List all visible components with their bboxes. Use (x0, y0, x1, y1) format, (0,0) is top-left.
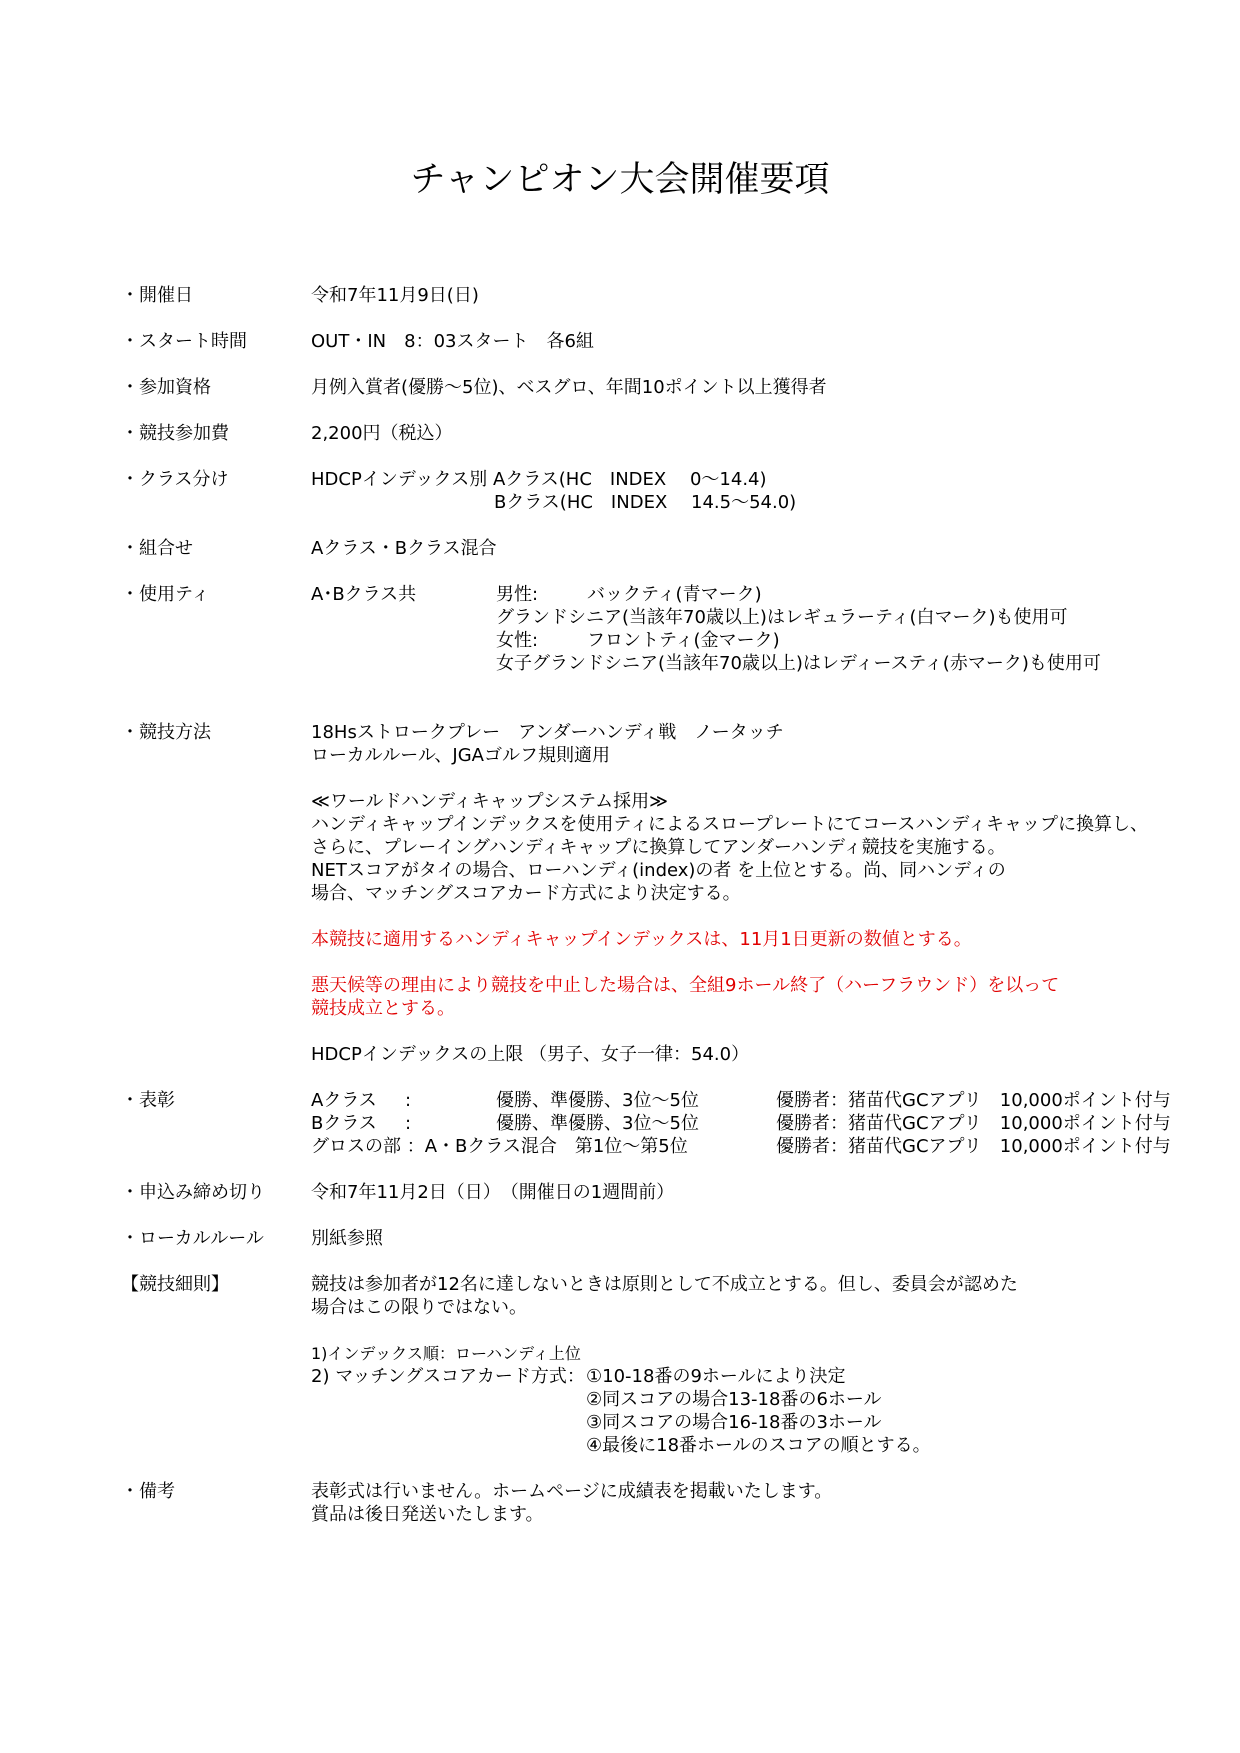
value-fee: 2,200円（税込） (311, 423, 453, 444)
label-tee: ・使用ティ (121, 584, 210, 605)
award-class: Aクラス (311, 1090, 377, 1111)
remarks-line-1: 表彰式は行いません。ホームページに成績表を掲載いたします。 (311, 1481, 833, 1502)
label-fee: ・競技参加費 (121, 423, 229, 444)
tee-men-value: バックティ(青マーク) (587, 584, 762, 605)
tee-class-note: A･Bクラス共 (311, 584, 417, 605)
award-prizes: 優勝、準優勝、3位～5位 (496, 1113, 699, 1134)
label-remarks: ・備考 (121, 1481, 175, 1502)
award-reward: 優勝者：猪苗代GCアプリ 10,000ポイント付与 (776, 1113, 1171, 1134)
method-line-2: ローカルルール、JGAゴルフ規則適用 (311, 745, 610, 766)
details-line-1: 競技は参加者が12名に達しないときは原則として不成立とする。但し、委員会が認めた (311, 1274, 1018, 1295)
value-date: 令和7年11月9日(日) (311, 285, 479, 306)
whs-text-4: 場合、マッチングスコアカード方式により決定する。 (311, 883, 741, 904)
document-title: チャンピオン大会開催要項 (410, 160, 830, 200)
red-notice-weather-2: 競技成立とする。 (311, 998, 455, 1019)
tiebreak-step-2: ②同スコアの場合13-18番の6ホール (586, 1389, 882, 1410)
value-classes-b: Bクラス(HC INDEX 14.5～54.0) (494, 492, 797, 513)
label-deadline: ・申込み締め切り (121, 1182, 265, 1203)
value-deadline: 令和7年11月2日（日） （開催日の1週間前） (311, 1182, 675, 1203)
award-class: Bクラス (311, 1113, 377, 1134)
whs-text-1: ハンディキャップインデックスを使用ティによるスロープレートにてコースハンディキャップに換算し、 (311, 814, 1148, 835)
whs-text-3: NETスコアがタイの場合、ローハンディ(index)の者 を上位とする。尚、同ハンディの (311, 860, 1006, 881)
tee-women-value: フロントティ(金マーク) (587, 630, 780, 651)
tiebreak-step-1: ①10-18番の9ホールにより決定 (586, 1366, 846, 1387)
label-date: ・開催日 (121, 285, 193, 306)
value-pairing: Aクラス・Bクラス混合 (311, 538, 497, 559)
tiebreak-index: 1)インデックス順：ローハンディ上位 (311, 1344, 581, 1363)
remarks-line-2: 賞品は後日発送いたします。 (311, 1504, 544, 1525)
method-line-1: 18Hsストロークプレー アンダーハンディ戦 ノータッチ (311, 722, 784, 743)
tiebreak-matching-label: 2) マッチングスコアカード方式： (311, 1366, 585, 1387)
whs-text-2: さらに、プレーイングハンディキャップに換算してアンダーハンディ競技を実施する。 (311, 837, 1006, 858)
value-classes-a: HDCPインデックス別 Aクラス(HC INDEX 0～14.4) (311, 469, 767, 490)
value-start-time: OUT・IN 8：03スタート 各6組 (311, 331, 594, 352)
value-eligibility: 月例入賞者(優勝～5位)、ベスグロ、年間10ポイント以上獲得者 (311, 377, 827, 398)
label-eligibility: ・参加資格 (121, 377, 211, 398)
award-sep: : (405, 1113, 412, 1134)
award-sep: : (405, 1090, 412, 1111)
award-class: グロスの部 ：A・Bクラス混合 第1位～第5位 (311, 1136, 688, 1157)
label-pairing: ・組合せ (121, 538, 193, 559)
details-line-2: 場合はこの限りではない。 (311, 1297, 527, 1318)
label-local-rules: ・ローカルルール (121, 1228, 264, 1249)
label-awards: ・表彰 (121, 1090, 175, 1111)
label-classes: ・クラス分け (121, 469, 229, 490)
tee-senior-men: グランドシニア(当該年70歳以上)はレギュラーティ(白マーク)も使用可 (496, 607, 1068, 628)
tiebreak-step-4: ④最後に18番ホールのスコアの順とする。 (586, 1435, 931, 1456)
tiebreak-step-3: ③同スコアの場合16-18番の3ホール (586, 1412, 882, 1433)
label-start-time: ・スタート時間 (121, 331, 247, 352)
tee-women-label: 女性: (496, 630, 539, 651)
label-details: 【競技細則】 (121, 1274, 229, 1295)
award-reward: 優勝者：猪苗代GCアプリ 10,000ポイント付与 (776, 1090, 1171, 1111)
red-notice-index: 本競技に適用するハンディキャップインデックスは、11月1日更新の数値とする。 (311, 929, 972, 950)
value-local-rules: 別紙参照 (311, 1228, 383, 1249)
whs-heading: ≪ワールドハンディキャップシステム採用≫ (311, 791, 669, 812)
tee-senior-women: 女子グランドシニア(当該年70歳以上)はレディースティ(赤マーク)も使用可 (496, 653, 1101, 674)
award-reward: 優勝者：猪苗代GCアプリ 10,000ポイント付与 (776, 1136, 1171, 1157)
tee-men-label: 男性: (496, 584, 539, 605)
hdcp-upper-limit: HDCPインデックスの上限 （男子、女子一律：54.0） (311, 1044, 750, 1065)
label-method: ・競技方法 (121, 722, 211, 743)
red-notice-weather-1: 悪天候等の理由により競技を中止した場合は、全組9ホール終了（ハーフラウンド）を以って (311, 975, 1060, 996)
award-prizes: 優勝、準優勝、3位～5位 (496, 1090, 699, 1111)
